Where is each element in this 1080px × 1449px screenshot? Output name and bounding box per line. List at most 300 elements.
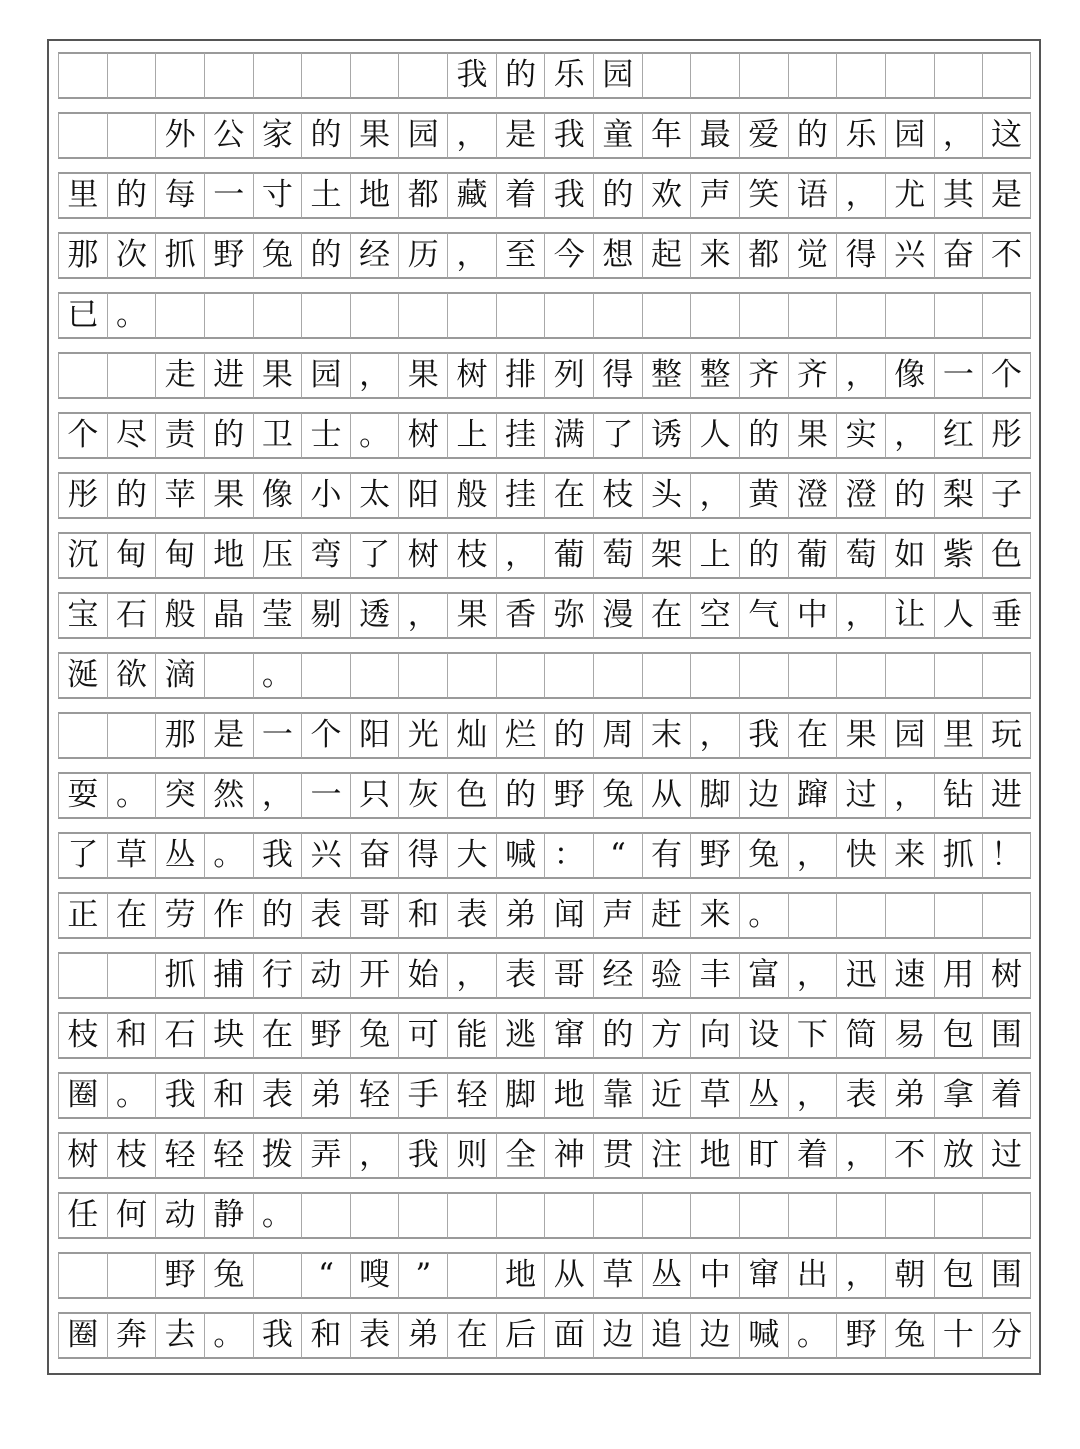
grid-cell: 草 [107,832,156,879]
grid-cell: 的 [885,472,934,519]
grid-cell [788,292,837,339]
grid-cell: 丰 [690,952,739,999]
grid-cell: 园 [398,112,447,159]
grid-cell: 得 [593,352,642,399]
grid-cell: 过 [982,1132,1031,1179]
grid-cell: 出 [788,1252,837,1299]
grid-cell: 丛 [642,1252,691,1299]
grid-cell: 气 [739,592,788,639]
grid-cell: 野 [301,1012,350,1059]
grid-cell: 挂 [496,472,545,519]
grid-cell: 末 [642,712,691,759]
grid-cell: 想 [593,232,642,279]
grid-cell: 捕 [204,952,253,999]
text-row [58,1072,1031,1119]
grid-cell: 果 [253,352,302,399]
grid-cell: 在 [447,1312,496,1359]
grid-cell: 草 [690,1072,739,1119]
grid-cell: 轻 [350,1072,399,1119]
grid-cell: 地 [544,1072,593,1119]
grid-cell [788,892,837,939]
grid-cell: 。 [204,1312,253,1359]
grid-cell [982,52,1031,99]
grid-cell: 个 [301,712,350,759]
grid-cell [934,52,983,99]
grid-cell: 可 [398,1012,447,1059]
grid-cell: ， [934,112,983,159]
grid-cell: 红 [934,412,983,459]
grid-cell: 梨 [934,472,983,519]
grid-cell: 迅 [836,952,885,999]
grid-cell: 丛 [739,1072,788,1119]
grid-cell: 每 [155,172,204,219]
grid-cell [836,52,885,99]
grid-cell: 我 [253,832,302,879]
grid-cell: 园 [301,352,350,399]
grid-cell [301,652,350,699]
grid-cell: 齐 [739,352,788,399]
grid-cell: 满 [544,412,593,459]
grid-cell: 声 [690,172,739,219]
grid-cell: 弟 [301,1072,350,1119]
grid-cell: 正 [58,892,107,939]
grid-cell [350,52,399,99]
grid-cell: 拨 [253,1132,302,1179]
grid-cell: 进 [982,772,1031,819]
grid-cell: 突 [155,772,204,819]
grid-cell [885,652,934,699]
grid-cell [107,112,156,159]
grid-cell: 紫 [934,532,983,579]
grid-cell: 。 [107,292,156,339]
grid-cell: ， [836,1252,885,1299]
grid-cell: 中 [690,1252,739,1299]
grid-cell: ” [398,1252,447,1299]
grid-cell: 追 [642,1312,691,1359]
grid-cell: 上 [690,532,739,579]
grid-cell: 只 [350,772,399,819]
grid-cell: 的 [107,172,156,219]
grid-cell: 个 [58,412,107,459]
grid-cell: 的 [544,712,593,759]
grid-cell: 窜 [739,1252,788,1299]
grid-cell: 表 [350,1312,399,1359]
grid-cell [788,52,837,99]
grid-cell [350,1192,399,1239]
grid-cell: 尤 [885,172,934,219]
grid-cell: 般 [447,472,496,519]
grid-cell: 喊 [496,832,545,879]
grid-cell: 进 [204,352,253,399]
grid-cell: 后 [496,1312,545,1359]
grid-cell: 历 [398,232,447,279]
grid-cell: ， [788,952,837,999]
grid-cell: 语 [788,172,837,219]
grid-cell: 表 [301,892,350,939]
grid-cell: 黄 [739,472,788,519]
grid-cell: 的 [496,772,545,819]
grid-cell: 色 [982,532,1031,579]
grid-cell: 全 [496,1132,545,1179]
grid-cell: 盯 [739,1132,788,1179]
grid-cell: 来 [885,832,934,879]
grid-cell: 过 [836,772,885,819]
grid-cell: 块 [204,1012,253,1059]
grid-cell: 。 [107,1072,156,1119]
grid-cell [544,1192,593,1239]
grid-cell: 哥 [350,892,399,939]
grid-cell: 开 [350,952,399,999]
grid-cell: ， [496,532,545,579]
grid-cell: 责 [155,412,204,459]
grid-cell [836,892,885,939]
grid-cell: 我 [155,1072,204,1119]
grid-cell: 表 [253,1072,302,1119]
grid-cell: 烂 [496,712,545,759]
grid-cell: 弯 [301,532,350,579]
text-row [58,292,1031,339]
text-row [58,112,1031,159]
grid-cell: “ [301,1252,350,1299]
grid-cell: 着 [982,1072,1031,1119]
grid-cell: 注 [642,1132,691,1179]
grid-cell [642,1192,691,1239]
grid-cell: 富 [739,952,788,999]
grid-cell: 得 [836,232,885,279]
grid-cell [982,892,1031,939]
grid-cell: 架 [642,532,691,579]
grid-cell: 那 [155,712,204,759]
grid-cell: 像 [253,472,302,519]
grid-cell: 个 [982,352,1031,399]
grid-cell [204,292,253,339]
grid-cell [58,112,107,159]
grid-cell: 得 [398,832,447,879]
grid-cell: 实 [836,412,885,459]
grid-cell [204,52,253,99]
grid-cell: 童 [593,112,642,159]
grid-cell: 去 [155,1312,204,1359]
grid-cell [253,1252,302,1299]
grid-cell: 从 [544,1252,593,1299]
grid-cell: 起 [642,232,691,279]
grid-cell: 人 [690,412,739,459]
text-row [58,892,1031,939]
grid-cell: 乐 [544,52,593,99]
grid-cell: 的 [593,172,642,219]
grid-cell: 草 [593,1252,642,1299]
grid-cell: 从 [642,772,691,819]
grid-cell: 经 [593,952,642,999]
grid-cell: 是 [496,112,545,159]
grid-cell: 。 [107,772,156,819]
grid-cell: 园 [885,112,934,159]
grid-cell: 园 [885,712,934,759]
grid-cell: 易 [885,1012,934,1059]
grid-cell: 压 [253,532,302,579]
grid-cell: 的 [788,112,837,159]
grid-cell: ， [788,1072,837,1119]
grid-cell: 弟 [885,1072,934,1119]
grid-cell: 中 [788,592,837,639]
grid-cell: 边 [593,1312,642,1359]
grid-cell: 排 [496,352,545,399]
grid-cell: ， [836,592,885,639]
grid-cell [496,1192,545,1239]
grid-cell: 莹 [253,592,302,639]
grid-cell [447,1192,496,1239]
grid-cell: 兔 [253,232,302,279]
grid-cell: 和 [301,1312,350,1359]
grid-cell [593,292,642,339]
grid-cell: 果 [350,112,399,159]
grid-cell: 果 [447,592,496,639]
grid-cell: 里 [58,172,107,219]
grid-cell: 贯 [593,1132,642,1179]
grid-cell: 围 [982,1012,1031,1059]
grid-cell: 脚 [690,772,739,819]
grid-cell: 齐 [788,352,837,399]
grid-cell: 包 [934,1012,983,1059]
grid-cell: 空 [690,592,739,639]
grid-cell: 行 [253,952,302,999]
grid-cell: 喊 [739,1312,788,1359]
grid-cell: 表 [496,952,545,999]
grid-cell: 分 [982,1312,1031,1359]
grid-cell: ， [447,232,496,279]
grid-cell: 垂 [982,592,1031,639]
grid-cell: 我 [739,712,788,759]
grid-cell: 我 [544,112,593,159]
grid-cell: 剔 [301,592,350,639]
grid-cell: 灰 [398,772,447,819]
grid-cell [107,952,156,999]
grid-cell: 放 [934,1132,983,1179]
grid-cell: 年 [642,112,691,159]
grid-cell: 我 [447,52,496,99]
grid-cell: 的 [107,472,156,519]
grid-cell [982,1192,1031,1239]
grid-cell: 设 [739,1012,788,1059]
grid-cell: 表 [836,1072,885,1119]
grid-cell: 野 [544,772,593,819]
grid-cell: 快 [836,832,885,879]
grid-cell: 边 [690,1312,739,1359]
grid-cell: 。 [788,1312,837,1359]
grid-cell: 方 [642,1012,691,1059]
grid-cell: 了 [593,412,642,459]
text-row [58,172,1031,219]
grid-cell: 是 [204,712,253,759]
grid-cell: 奋 [934,232,983,279]
grid-cell: ， [350,352,399,399]
grid-cell: 兔 [739,832,788,879]
grid-cell: 十 [934,1312,983,1359]
grid-cell: 小 [301,472,350,519]
grid-cell: ， [447,112,496,159]
grid-cell: 弄 [301,1132,350,1179]
grid-cell: 家 [253,112,302,159]
grid-cell: 树 [447,352,496,399]
grid-cell: 奋 [350,832,399,879]
grid-cell: 一 [301,772,350,819]
grid-cell [885,292,934,339]
grid-cell [447,292,496,339]
grid-cell: 弟 [398,1312,447,1359]
grid-cell: 树 [398,412,447,459]
grid-cell: 。 [204,832,253,879]
grid-cell [934,1192,983,1239]
grid-cell: ， [885,772,934,819]
grid-cell: 用 [934,952,983,999]
grid-cell: 欲 [107,652,156,699]
grid-cell [496,652,545,699]
grid-cell: 藏 [447,172,496,219]
grid-cell: 向 [690,1012,739,1059]
grid-cell: 晶 [204,592,253,639]
grid-cell: 围 [982,1252,1031,1299]
grid-cell: 着 [496,172,545,219]
grid-cell: 在 [642,592,691,639]
grid-cell: 大 [447,832,496,879]
grid-cell: 的 [301,112,350,159]
grid-cell [496,292,545,339]
grid-cell: 速 [885,952,934,999]
grid-cell: 。 [350,412,399,459]
grid-cell: 卫 [253,412,302,459]
text-row [58,832,1031,879]
grid-cell: 。 [739,892,788,939]
grid-cell [58,52,107,99]
text-row [58,772,1031,819]
grid-cell: 树 [398,532,447,579]
grid-cell [447,1252,496,1299]
grid-cell: 笑 [739,172,788,219]
grid-cell: 蹿 [788,772,837,819]
grid-cell: 一 [934,352,983,399]
grid-cell: 的 [301,232,350,279]
grid-cell: 逃 [496,1012,545,1059]
grid-cell: 彤 [58,472,107,519]
grid-cell: 轻 [155,1132,204,1179]
grid-cell: 列 [544,352,593,399]
grid-cell [107,712,156,759]
grid-cell: 树 [58,1132,107,1179]
grid-cell: 枝 [107,1132,156,1179]
grid-cell [204,652,253,699]
grid-cell: 已 [58,292,107,339]
grid-cell: 地 [690,1132,739,1179]
grid-cell: 整 [690,352,739,399]
grid-cell: 何 [107,1192,156,1239]
grid-cell: 枝 [593,472,642,519]
grid-cell: 漫 [593,592,642,639]
grid-cell [739,652,788,699]
grid-cell: 里 [934,712,983,759]
grid-cell: 葡 [788,532,837,579]
grid-cell: 弟 [496,892,545,939]
grid-cell: 不 [885,1132,934,1179]
grid-cell: 苹 [155,472,204,519]
grid-cell [934,652,983,699]
grid-cell: 包 [934,1252,983,1299]
grid-cell [58,952,107,999]
grid-cell: 土 [301,172,350,219]
grid-cell: 公 [204,112,253,159]
grid-cell: 在 [253,1012,302,1059]
grid-cell: 外 [155,112,204,159]
text-row [58,712,1031,759]
grid-cell: 太 [350,472,399,519]
grid-cell: 果 [204,472,253,519]
grid-cell: 动 [155,1192,204,1239]
text-row [58,232,1031,279]
grid-cell: 寸 [253,172,302,219]
grid-cell [155,52,204,99]
grid-cell: 彤 [982,412,1031,459]
grid-cell [982,292,1031,339]
grid-cell [982,652,1031,699]
grid-cell: 像 [885,352,934,399]
grid-cell [690,292,739,339]
grid-cell: ： [544,832,593,879]
grid-cell: 圈 [58,1072,107,1119]
grid-cell [107,1252,156,1299]
grid-cell: 地 [350,172,399,219]
grid-cell: 奔 [107,1312,156,1359]
grid-cell [593,652,642,699]
grid-cell: 了 [350,532,399,579]
grid-cell: 我 [253,1312,302,1359]
grid-cell: 。 [253,652,302,699]
grid-cell: 灿 [447,712,496,759]
grid-cell: 始 [398,952,447,999]
grid-cell: 动 [301,952,350,999]
grid-cell: 来 [690,892,739,939]
grid-cell [642,652,691,699]
grid-cell: ， [788,832,837,879]
grid-cell: 的 [739,412,788,459]
grid-cell: 石 [155,1012,204,1059]
grid-cell [253,292,302,339]
grid-cell: “ [593,832,642,879]
grid-cell: 闻 [544,892,593,939]
grid-cell: 简 [836,1012,885,1059]
grid-cell [788,1192,837,1239]
grid-cell: 的 [204,412,253,459]
grid-cell: 能 [447,1012,496,1059]
grid-cell: 阳 [350,712,399,759]
grid-cell: 作 [204,892,253,939]
grid-cell: 然 [204,772,253,819]
grid-cell: 耍 [58,772,107,819]
grid-cell: 阳 [398,472,447,519]
grid-cell: 钻 [934,772,983,819]
grid-cell: 下 [788,1012,837,1059]
grid-cell: 在 [788,712,837,759]
grid-cell: 有 [642,832,691,879]
grid-cell: 来 [690,232,739,279]
text-row [58,1252,1031,1299]
grid-cell: 上 [447,412,496,459]
grid-cell: 朝 [885,1252,934,1299]
grid-cell: 的 [739,532,788,579]
grid-cell: 拿 [934,1072,983,1119]
grid-cell: 野 [690,832,739,879]
grid-cell: 轻 [447,1072,496,1119]
grid-cell: 则 [447,1132,496,1179]
grid-cell: 了 [58,832,107,879]
